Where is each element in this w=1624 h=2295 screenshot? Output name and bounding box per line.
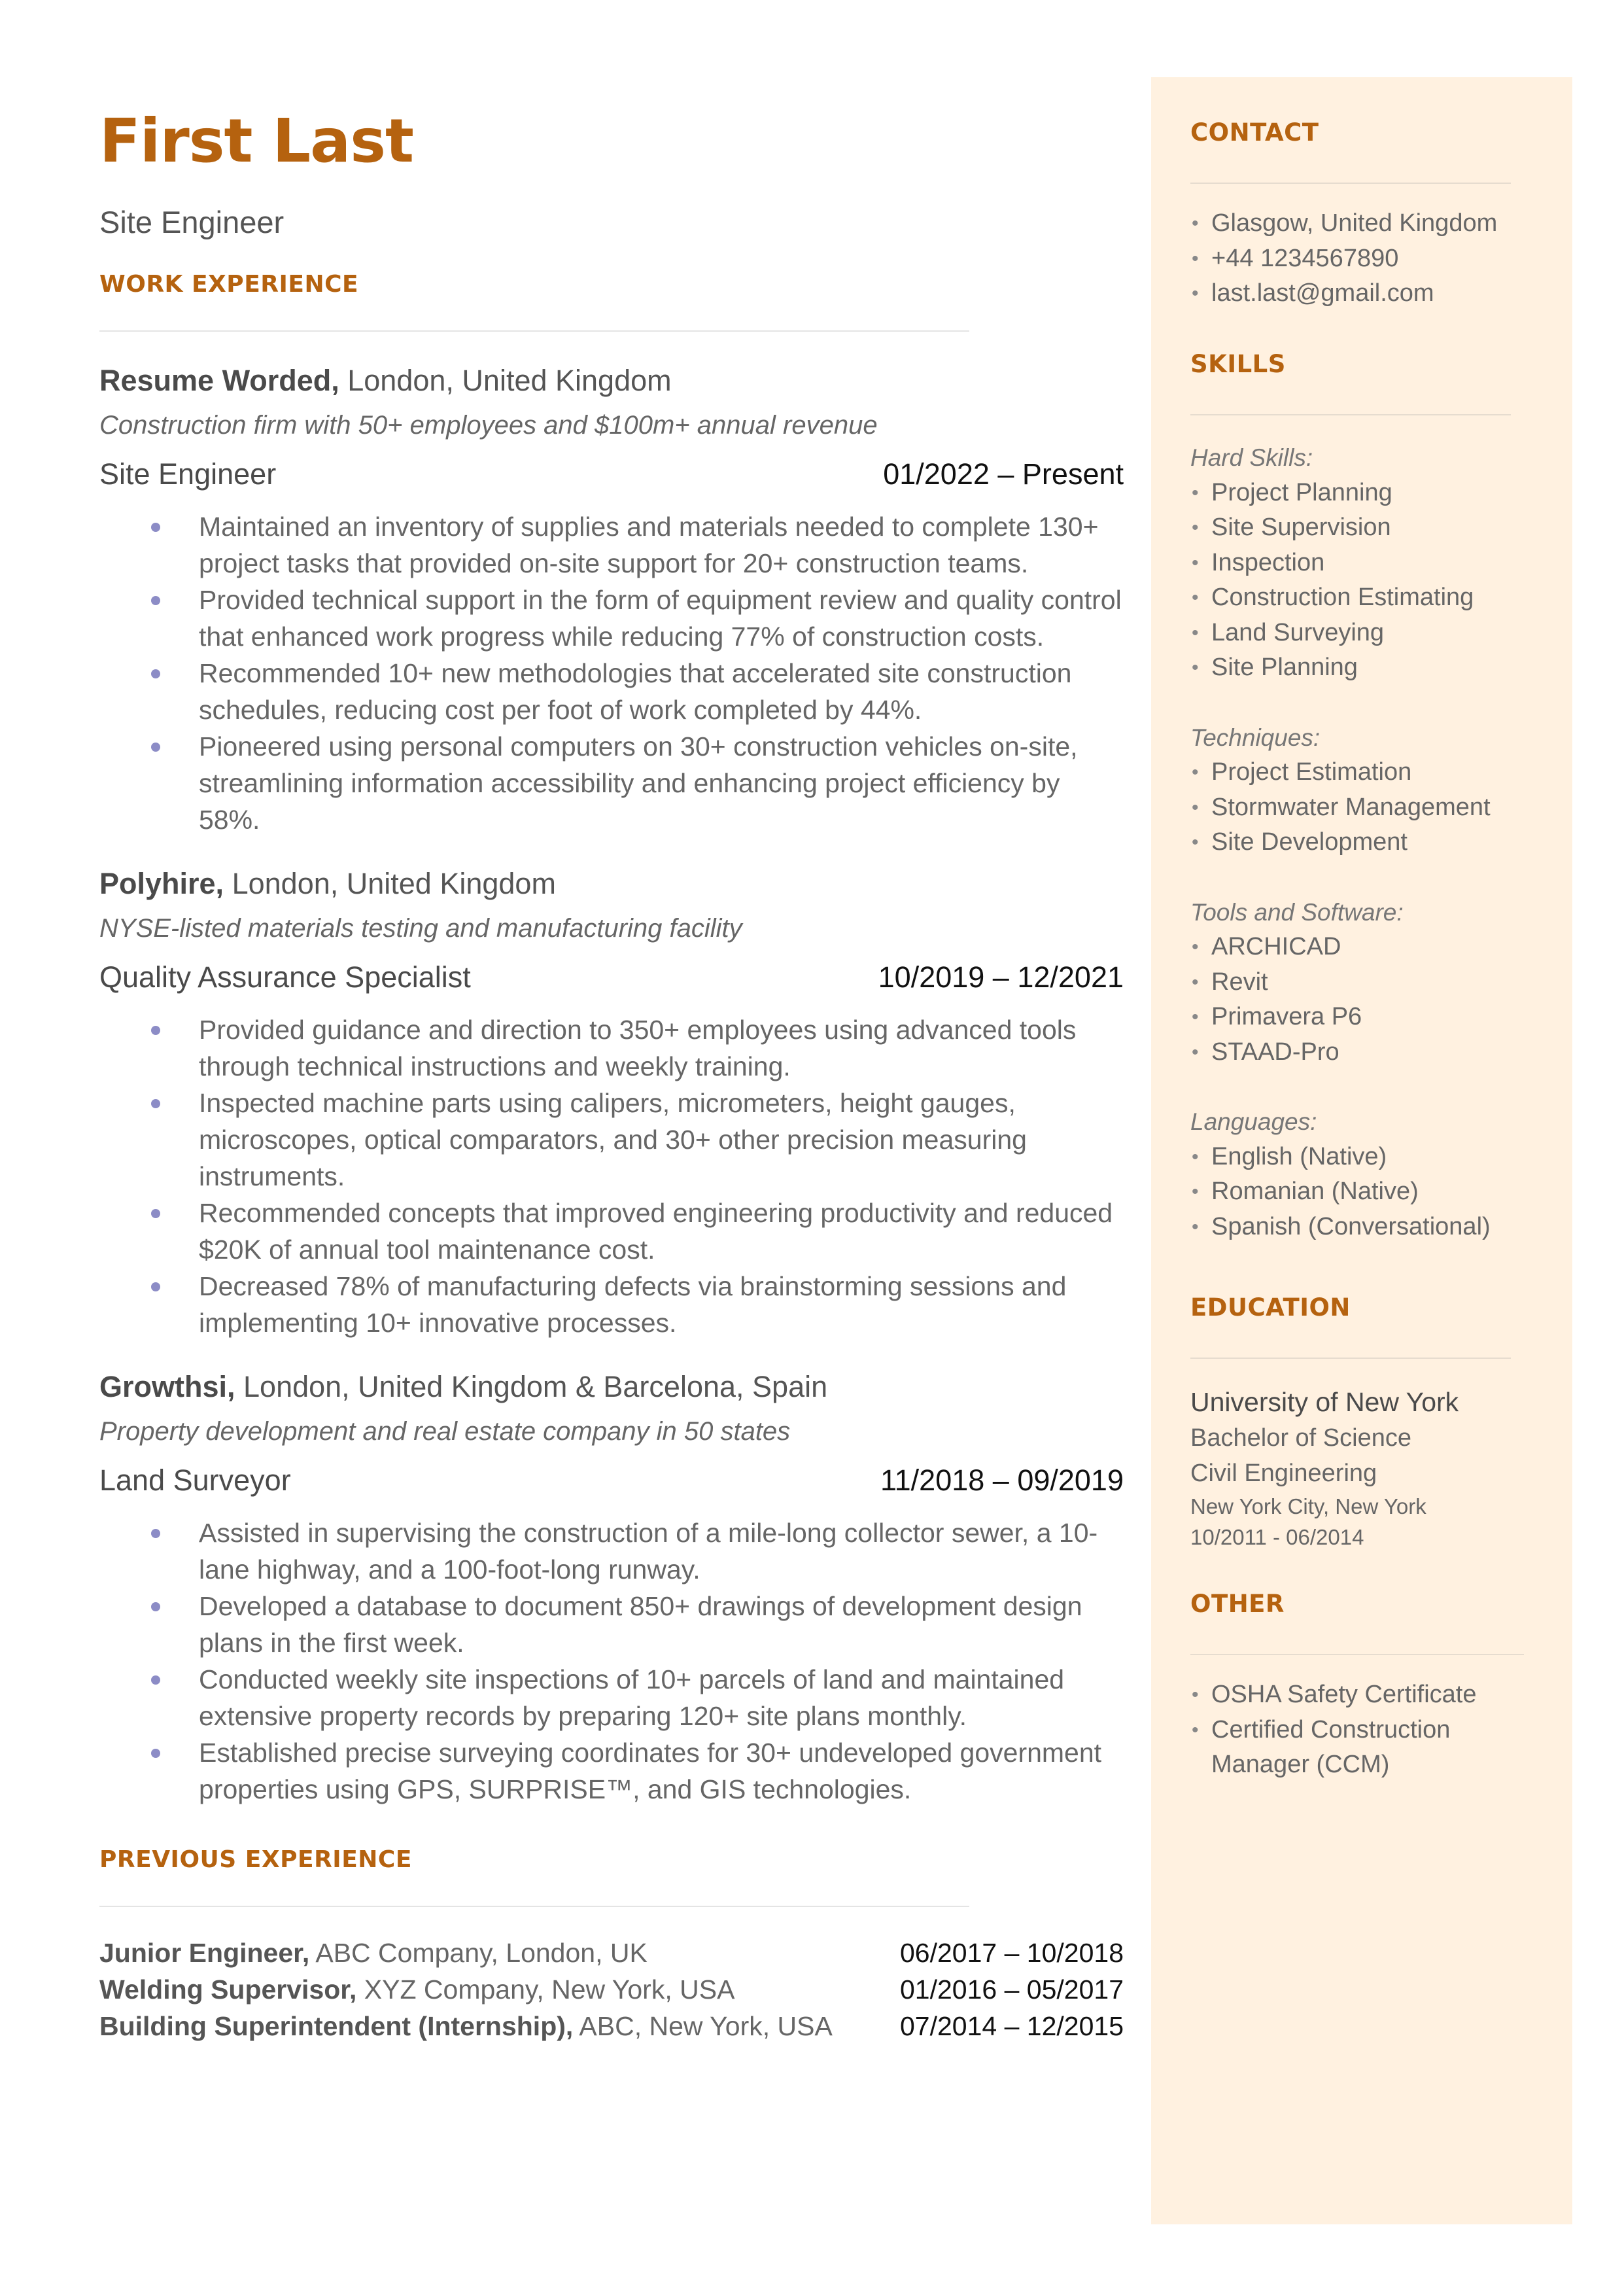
- achievement-list: [99, 1011, 1124, 1341]
- achievement-list: [99, 508, 1124, 838]
- job-dates: 10/2019 – 12/2021: [878, 960, 1124, 994]
- bullet-icon: •: [1192, 622, 1199, 644]
- other-list: [1190, 1677, 1524, 1783]
- candidate-name: First Last: [99, 106, 413, 176]
- previous-role-title: Welding Supervisor,: [99, 1974, 357, 2005]
- bullet-icon: •: [1192, 936, 1199, 958]
- bullet-dot-icon: [151, 1529, 160, 1538]
- bullet-icon: •: [1192, 1006, 1199, 1028]
- company-name: Resume Worded,: [99, 364, 339, 397]
- job-row: [99, 962, 1124, 992]
- language-item: • Spanish (Conversational): [1190, 1210, 1524, 1245]
- skill-item: • Stormwater Management: [1190, 790, 1524, 826]
- divider: [1190, 1654, 1524, 1655]
- skill-item: • Project Estimation: [1190, 755, 1524, 790]
- hard-skills-list: [1190, 476, 1524, 686]
- bullet-dot-icon: [151, 1026, 160, 1035]
- company-location: London, United Kingdom: [339, 364, 672, 397]
- previous-experience-list: [99, 1935, 1124, 2044]
- bullet-icon: •: [1192, 1684, 1199, 1706]
- education-location: New York City, New York: [1190, 1494, 1426, 1518]
- divider: [1190, 1358, 1511, 1359]
- candidate-title: Site Engineer: [99, 205, 285, 239]
- education-section: [1190, 1295, 1524, 1552]
- previous-role-company: XYZ Company, New York, USA: [356, 1974, 735, 2005]
- hard-skills-label: Hard Skills:: [1190, 444, 1313, 471]
- bullet-dot-icon: [151, 1209, 160, 1218]
- skill-item: • Revit: [1190, 965, 1524, 1000]
- bullet-icon: •: [1192, 1216, 1199, 1238]
- skill-item: • Project Planning: [1190, 476, 1524, 511]
- contact-location: • Glasgow, United Kingdom: [1190, 206, 1524, 241]
- job-dates: 11/2018 – 09/2019: [880, 1463, 1124, 1497]
- bullet-icon: •: [1192, 247, 1199, 270]
- education-degree: Bachelor of Science: [1190, 1424, 1411, 1452]
- languages-list: [1190, 1140, 1524, 1245]
- skill-item: • Inspection: [1190, 546, 1524, 581]
- bullet-icon: •: [1192, 762, 1199, 783]
- bullet-icon: •: [1192, 971, 1199, 993]
- achievement-list: [99, 1515, 1124, 1808]
- skill-item: • Site Development: [1190, 825, 1524, 860]
- education-dates: 10/2011 - 06/2014: [1190, 1525, 1364, 1549]
- job-title: Land Surveyor: [99, 1463, 291, 1497]
- other-heading: OTHER: [1190, 1590, 1285, 1618]
- bullet-icon: •: [1192, 1719, 1199, 1741]
- achievement-item: Provided technical support in the form of equipment review and quality control that enhanced work progress while reducing 77% of construction costs.: [99, 582, 1124, 655]
- contact-email: • last.last@gmail.com: [1190, 276, 1524, 311]
- company-location: London, United Kingdom: [224, 867, 556, 900]
- other-section: [1190, 1592, 1524, 1783]
- bullet-icon: •: [1192, 832, 1199, 853]
- bullet-icon: •: [1192, 587, 1199, 608]
- bullet-dot-icon: [151, 1099, 160, 1108]
- language-item: • English (Native): [1190, 1140, 1524, 1175]
- achievement-item: Developed a database to document 850+ drawings of development design plans in the first week.: [99, 1588, 1124, 1661]
- education-school: University of New York: [1190, 1387, 1459, 1417]
- achievement-item: Recommended concepts that improved engineering productivity and reduced $20K of annual tool maintenance cost.: [99, 1195, 1124, 1268]
- certificate-item: • Certified Construction Manager (CCM): [1190, 1713, 1524, 1783]
- achievement-item: Pioneered using personal computers on 30+ construction vehicles on-site, streamlining information accessibility and enhancing project efficiency by 58%.: [99, 728, 1124, 838]
- skill-item: • Site Supervision: [1190, 510, 1524, 546]
- previous-role-title: Building Superintendent (Internship),: [99, 2011, 574, 2041]
- previous-role-title: Junior Engineer,: [99, 1938, 310, 1968]
- achievement-item: Assisted in supervising the construction of a mile-long collector sewer, a 10-lane highway, and a 100-foot-long runway.: [99, 1515, 1124, 1588]
- techniques-list: [1190, 755, 1524, 860]
- achievement-item: Maintained an inventory of supplies and materials needed to complete 130+ project tasks that provided on-site support for 20+ construction teams.: [99, 508, 1124, 582]
- sidebar: [1151, 77, 1572, 2224]
- achievement-item: Inspected machine parts using calipers, micrometers, height gauges, microscopes, optical comparators, and 30+ other precision measuring instruments.: [99, 1085, 1124, 1195]
- achievement-item: Conducted weekly site inspections of 10+ parcels of land and maintained extensive property records by preparing 120+ site plans monthly.: [99, 1661, 1124, 1734]
- contact-list: [1190, 206, 1524, 311]
- education-major: Civil Engineering: [1190, 1459, 1377, 1487]
- company-description: NYSE-listed materials testing and manufacturing facility: [99, 914, 742, 943]
- skills-section: [1190, 352, 1524, 1244]
- bullet-dot-icon: [151, 596, 160, 605]
- bullet-icon: •: [1192, 482, 1199, 504]
- previous-role-company: ABC Company, London, UK: [309, 1938, 648, 1968]
- skill-item: • ARCHICAD: [1190, 930, 1524, 965]
- company-name: Polyhire,: [99, 867, 224, 900]
- bullet-icon: •: [1192, 1146, 1199, 1168]
- previous-role-row: [99, 1971, 1124, 2008]
- previous-role-company: ABC, New York, USA: [573, 2011, 833, 2041]
- bullet-dot-icon: [151, 1675, 160, 1685]
- previous-role-row: [99, 1935, 1124, 1971]
- job-entry: [99, 366, 1124, 838]
- previous-role-dates: 07/2014 – 12/2015: [900, 2011, 1124, 2041]
- bullet-icon: •: [1192, 657, 1199, 678]
- company-line: [99, 869, 1124, 898]
- company-description: Property development and real estate company in 50 states: [99, 1417, 791, 1446]
- job-entry: [99, 869, 1124, 1341]
- bullet-icon: •: [1192, 213, 1199, 234]
- bullet-dot-icon: [151, 743, 160, 752]
- bullet-icon: •: [1192, 517, 1199, 538]
- languages-label: Languages:: [1190, 1108, 1317, 1135]
- bullet-icon: •: [1192, 552, 1199, 574]
- bullet-dot-icon: [151, 1602, 160, 1611]
- skill-item: • Construction Estimating: [1190, 580, 1524, 616]
- main-column: [99, 106, 1124, 2044]
- company-description: Construction firm with 50+ employees and $100m+ annual revenue: [99, 411, 878, 440]
- job-title: Quality Assurance Specialist: [99, 960, 471, 994]
- bullet-icon: •: [1192, 283, 1199, 304]
- job-title: Site Engineer: [99, 457, 277, 491]
- skills-heading: SKILLS: [1190, 350, 1286, 378]
- achievement-item: Recommended 10+ new methodologies that accelerated site construction schedules, reducing cost per foot of work completed by 44%.: [99, 655, 1124, 728]
- previous-experience-heading: PREVIOUS EXPERIENCE: [99, 1846, 412, 1873]
- skill-item: • Primavera P6: [1190, 1000, 1524, 1035]
- bullet-icon: •: [1192, 796, 1199, 818]
- bullet-dot-icon: [151, 669, 160, 678]
- tools-label: Tools and Software:: [1190, 898, 1404, 926]
- divider: [1190, 414, 1511, 415]
- bullet-dot-icon: [151, 1749, 160, 1758]
- work-experience-heading: WORK EXPERIENCE: [99, 271, 359, 298]
- techniques-label: Techniques:: [1190, 724, 1321, 751]
- divider: [1190, 183, 1511, 184]
- certificate-item: • OSHA Safety Certificate: [1190, 1677, 1524, 1713]
- job-entry: [99, 1372, 1124, 1808]
- bullet-dot-icon: [151, 523, 160, 532]
- company-name: Growthsi,: [99, 1370, 235, 1403]
- contact-phone: • +44 1234567890: [1190, 241, 1524, 277]
- previous-role-dates: 06/2017 – 10/2018: [900, 1938, 1124, 1968]
- company-line: [99, 366, 1124, 395]
- job-dates: 01/2022 – Present: [883, 457, 1124, 491]
- achievement-item: Provided guidance and direction to 350+ employees using advanced tools through technical instructions and weekly training.: [99, 1011, 1124, 1085]
- achievement-item: Decreased 78% of manufacturing defects via brainstorming sessions and implementing 10+ innovative processes.: [99, 1268, 1124, 1341]
- previous-role-dates: 01/2016 – 05/2017: [900, 1974, 1124, 2005]
- skill-item: • STAAD-Pro: [1190, 1035, 1524, 1070]
- bullet-icon: •: [1192, 1181, 1199, 1202]
- language-item: • Romanian (Native): [1190, 1174, 1524, 1210]
- job-row: [99, 1465, 1124, 1495]
- previous-role-row: [99, 2008, 1124, 2044]
- company-line: [99, 1372, 1124, 1401]
- company-location: London, United Kingdom & Barcelona, Spain: [235, 1370, 828, 1403]
- divider: [99, 1906, 969, 1907]
- contact-heading: CONTACT: [1190, 118, 1319, 147]
- bullet-dot-icon: [151, 1282, 160, 1291]
- bullet-icon: •: [1192, 1041, 1199, 1063]
- achievement-item: Established precise surveying coordinates for 30+ undeveloped government properties using GPS, SURPRISE™, and GIS technologies.: [99, 1734, 1124, 1808]
- skill-item: • Site Planning: [1190, 650, 1524, 686]
- job-row: [99, 459, 1124, 489]
- contact-section: [1190, 120, 1524, 311]
- tools-list: [1190, 930, 1524, 1070]
- skill-item: • Land Surveying: [1190, 616, 1524, 651]
- divider: [99, 330, 969, 332]
- education-heading: EDUCATION: [1190, 1293, 1351, 1322]
